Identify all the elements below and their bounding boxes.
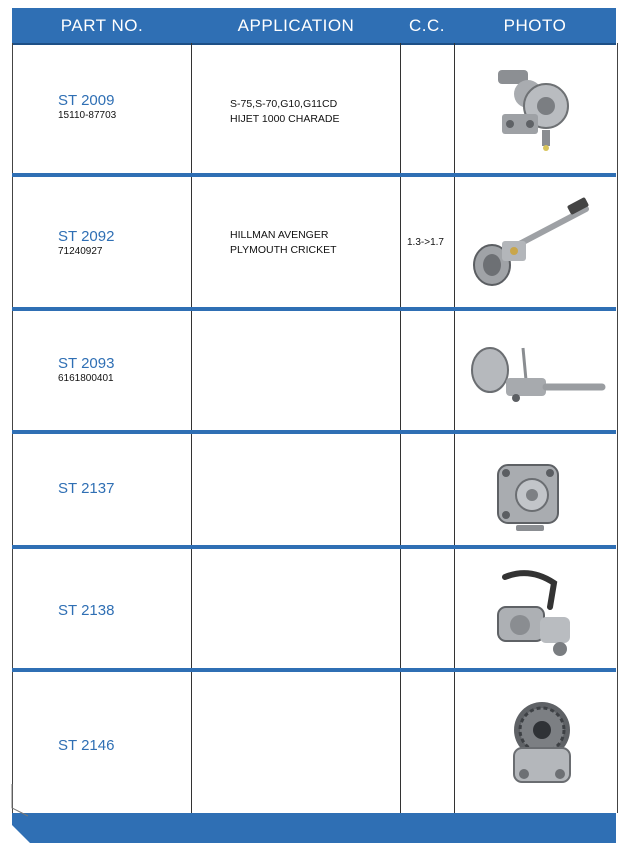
corner-fold-decoration [4,780,34,820]
oil-pump-strainer-icon [468,340,608,412]
oil-pump-icon [488,62,578,152]
part-number: ST 2146 [58,737,115,754]
part-number: ST 2092 [58,228,115,245]
footer-bar [12,813,616,843]
part-reference: 6161800401 [58,373,114,384]
row-separator [12,430,616,434]
oil-pump-pickup-icon [490,565,580,660]
header-part-no: PART NO. [60,16,144,35]
oil-pump-shaft-icon [468,195,598,290]
column-divider [454,43,455,813]
part-number: ST 2137 [58,480,115,497]
row-separator [12,668,616,672]
part-number: ST 2009 [58,92,115,109]
row-separator [12,545,616,549]
cc-value: 1.3->1.7 [407,237,444,248]
oil-pump-gear-icon [500,700,585,790]
part-reference: 15110-87703 [58,110,117,121]
header-cc: C.C. [409,16,445,35]
part-reference: 71240927 [58,246,103,257]
row-separator [12,307,616,311]
part-number: ST 2093 [58,355,115,372]
column-divider [191,43,192,813]
oil-pump-block-icon [490,455,570,535]
application-line: S-75,S-70,G10,G11CD [230,98,338,110]
header-photo: PHOTO [503,16,567,35]
column-divider [400,43,401,813]
application-line: PLYMOUTH CRICKET [230,244,337,256]
parts-table [12,43,618,813]
application-text [230,228,337,258]
table-header [12,8,616,45]
header-application: APPLICATION [237,16,355,35]
application-line: HILLMAN AVENGER [230,229,329,241]
application-text [230,97,340,127]
row-separator [12,173,616,177]
part-number: ST 2138 [58,602,115,619]
application-line: HIJET 1000 CHARADE [230,113,340,125]
